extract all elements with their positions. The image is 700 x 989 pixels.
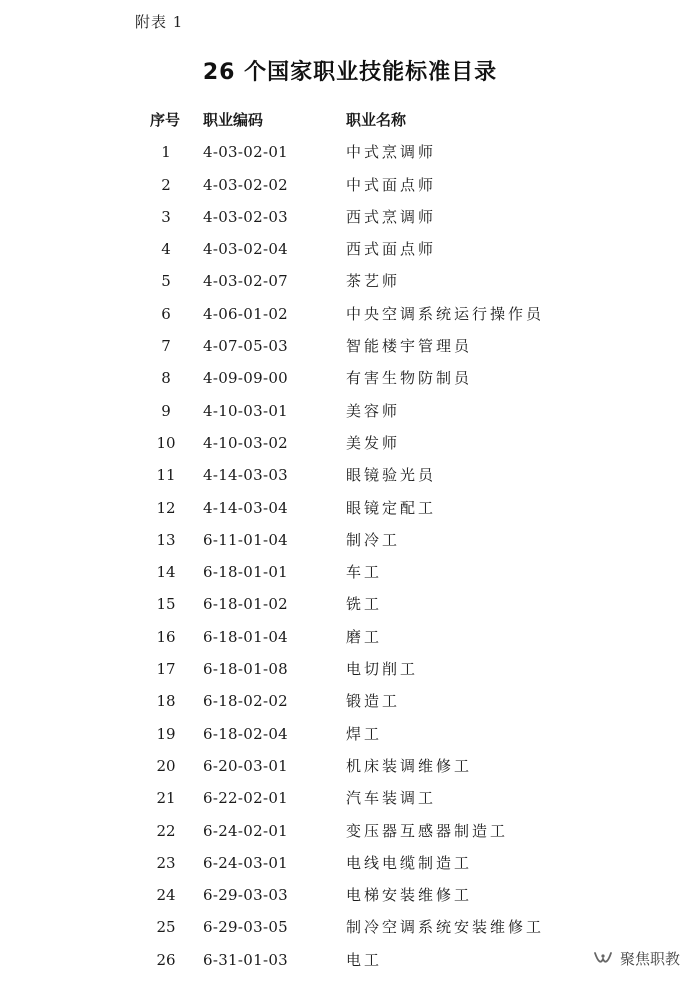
- table-row: [0, 782, 700, 814]
- table-body: [0, 136, 700, 976]
- row-name: 电切削工: [346, 660, 419, 679]
- table-row: [0, 588, 700, 620]
- table-row: [0, 233, 700, 265]
- row-code: 6-18-02-02: [203, 692, 289, 711]
- row-name: 磨工: [346, 627, 383, 646]
- row-name: 铣工: [346, 595, 383, 614]
- row-number: 22: [156, 821, 176, 840]
- row-code: 6-29-03-05: [203, 918, 289, 937]
- table-row: [0, 136, 700, 168]
- row-code: 6-11-01-04: [203, 530, 289, 549]
- table-header-row: [0, 104, 700, 136]
- row-number: 7: [161, 337, 171, 356]
- row-number: 24: [156, 886, 176, 905]
- row-name: 锻造工: [346, 692, 401, 711]
- occupation-table: [0, 104, 700, 976]
- row-name: 机床装调维修工: [346, 756, 473, 775]
- row-number: 21: [156, 789, 176, 808]
- row-number: 14: [156, 563, 176, 582]
- table-row: [0, 621, 700, 653]
- row-code: 4-03-02-03: [203, 207, 289, 226]
- row-number: 18: [156, 692, 176, 711]
- row-name: 制冷空调系统安装维修工: [346, 918, 545, 937]
- row-code: 4-14-03-04: [203, 498, 289, 517]
- row-name: 制冷工: [346, 530, 401, 549]
- row-number: 20: [156, 756, 176, 775]
- row-number: 4: [161, 240, 171, 259]
- table-row: [0, 330, 700, 362]
- row-number: 17: [156, 660, 176, 679]
- row-name: 电梯安装维修工: [346, 886, 473, 905]
- row-code: 4-03-02-07: [203, 272, 289, 291]
- row-code: 4-07-05-03: [203, 337, 289, 356]
- row-code: 4-10-03-02: [203, 433, 289, 452]
- row-name: 车工: [346, 563, 383, 582]
- row-number: 9: [161, 401, 171, 420]
- row-number: 2: [161, 175, 171, 194]
- row-number: 5: [161, 272, 171, 291]
- row-code: 4-14-03-03: [203, 466, 289, 485]
- row-code: 4-03-02-02: [203, 175, 289, 194]
- row-name: 美容师: [346, 401, 401, 420]
- row-code: 4-06-01-02: [203, 304, 289, 323]
- row-code: 6-31-01-03: [203, 950, 289, 969]
- row-code: 4-10-03-01: [203, 401, 289, 420]
- row-number: 19: [156, 724, 176, 743]
- row-code: 4-03-02-01: [203, 143, 289, 162]
- row-number: 13: [156, 530, 176, 549]
- row-name: 西式面点师: [346, 240, 437, 259]
- table-row: [0, 879, 700, 911]
- row-code: 4-03-02-04: [203, 240, 289, 259]
- row-name: 茶艺师: [346, 272, 401, 291]
- row-number: 10: [156, 433, 176, 452]
- table-row: [0, 427, 700, 459]
- row-number: 25: [156, 918, 176, 937]
- row-code: 6-24-03-01: [203, 853, 289, 872]
- row-name: 电线电缆制造工: [346, 853, 473, 872]
- row-number: 23: [156, 853, 176, 872]
- row-name: 西式烹调师: [346, 207, 437, 226]
- wechat-channel-icon: [592, 950, 614, 968]
- table-row: [0, 298, 700, 330]
- row-name: 汽车装调工: [346, 789, 437, 808]
- row-name: 有害生物防制员: [346, 369, 473, 388]
- row-name: 智能楼宇管理员: [346, 337, 473, 356]
- row-code: 6-18-01-08: [203, 660, 289, 679]
- row-number: 6: [161, 304, 171, 323]
- appendix-label: 附表 1: [135, 13, 184, 31]
- table-row: [0, 492, 700, 524]
- row-name: 焊工: [346, 724, 383, 743]
- table-row: [0, 556, 700, 588]
- row-name: 电工: [346, 950, 383, 969]
- table-row: [0, 169, 700, 201]
- table-row: [0, 265, 700, 297]
- row-name: 眼镜定配工: [346, 498, 437, 517]
- row-number: 11: [156, 466, 176, 485]
- header-number: 序号: [150, 111, 181, 129]
- row-name: 变压器互感器制造工: [346, 821, 509, 840]
- row-code: 6-18-02-04: [203, 724, 289, 743]
- row-code: 6-18-01-01: [203, 563, 289, 582]
- row-number: 16: [156, 627, 176, 646]
- row-code: 6-22-02-01: [203, 789, 289, 808]
- table-row: [0, 201, 700, 233]
- header-name: 职业名称: [346, 111, 407, 129]
- table-row: [0, 815, 700, 847]
- row-code: 6-29-03-03: [203, 886, 289, 905]
- row-number: 8: [161, 369, 171, 388]
- row-number: 1: [161, 143, 171, 162]
- row-name: 美发师: [346, 433, 401, 452]
- row-name: 中式面点师: [346, 175, 437, 194]
- row-code: 6-18-01-04: [203, 627, 289, 646]
- row-code: 6-18-01-02: [203, 595, 289, 614]
- row-name: 眼镜验光员: [346, 466, 437, 485]
- table-row: [0, 524, 700, 556]
- row-number: 12: [156, 498, 176, 517]
- table-row: [0, 685, 700, 717]
- row-code: 6-20-03-01: [203, 756, 289, 775]
- row-number: 26: [156, 950, 176, 969]
- header-code: 职业编码: [203, 111, 264, 129]
- document-title: 26 个国家职业技能标准目录: [202, 60, 498, 85]
- watermark-text: 聚焦职教: [619, 950, 680, 968]
- table-row: [0, 911, 700, 943]
- table-row: [0, 718, 700, 750]
- table-row: [0, 362, 700, 394]
- row-code: 6-24-02-01: [203, 821, 289, 840]
- row-name: 中式烹调师: [346, 143, 437, 162]
- row-name: 中央空调系统运行操作员: [346, 304, 545, 323]
- table-row: [0, 395, 700, 427]
- table-row: [0, 847, 700, 879]
- table-row: [0, 653, 700, 685]
- row-code: 4-09-09-00: [203, 369, 289, 388]
- watermark: [592, 948, 680, 969]
- table-row: [0, 750, 700, 782]
- row-number: 3: [161, 207, 171, 226]
- table-row: [0, 459, 700, 491]
- row-number: 15: [156, 595, 176, 614]
